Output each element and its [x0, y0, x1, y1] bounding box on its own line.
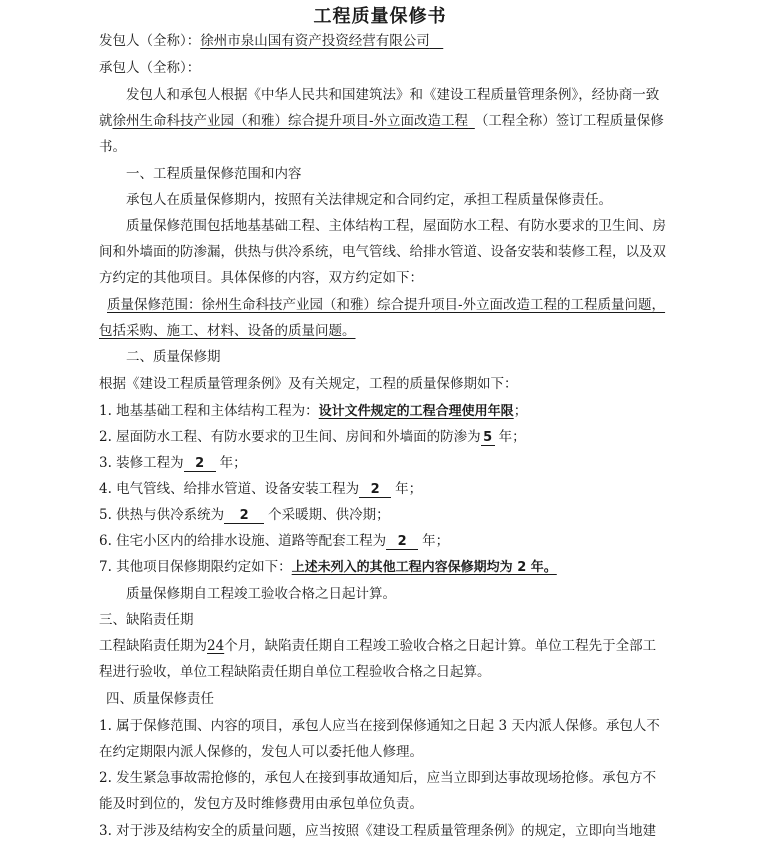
employer-name: 徐州市泉山国有资产投资经营有限公司 — [200, 33, 430, 49]
item-4-unit: 年； — [395, 481, 423, 497]
section4-item-3-line-1: 3. 对于涉及结构安全的质量问题，应当按照《建设工程质量管理条例》的规定，立即向当地建 — [99, 823, 657, 839]
section2-closing: 质量保修期自工程竣工验收合格之日起计算。 — [126, 586, 396, 602]
section3-line-2: 程进行验收，单位工程缺陷责任期自单位工程验收合格之日起算。 — [99, 664, 491, 680]
item-4-label: 4. 电气管线、给排水管道、设备安装工程为 — [99, 481, 360, 497]
section1-paragraph-2-line-1: 质量保修范围包括地基基础工程、主体结构工程，屋面防水工程、有防水要求的卫生间、房 — [126, 218, 666, 234]
item-6-unit: 年； — [422, 533, 450, 549]
item-3-value: 2 — [184, 456, 216, 472]
section1-paragraph-2-line-2: 间和外墙面的防渗漏，供热与供冷系统，电气管线、给排水管道、设备安装和装修工程，以及双 — [99, 244, 666, 260]
item-3-label: 3. 装修工程为 — [99, 455, 184, 471]
item-2-unit: 年； — [498, 429, 526, 445]
intro-line-1: 发包人和承包人根据《中华人民共和国建筑法》和《建设工程质量管理条例》，经协商一致 — [126, 87, 660, 103]
item-5-value: 2 — [224, 508, 264, 524]
section3-line-1 — [99, 637, 656, 655]
section1-paragraph-1: 承包人在质量保修期内，按照有关法律规定和合同约定，承担工程质量保修责任。 — [126, 192, 612, 208]
section4-item-2-line-2: 能及时到位的，发包方及时维修费用由承包单位负责。 — [99, 796, 423, 812]
item-7-value: 上述未列入的其他工程内容保修期均为 2 年。 — [291, 560, 557, 575]
warranty-item-6 — [99, 532, 449, 550]
section3-heading: 三、缺陷责任期 — [99, 612, 194, 628]
section2-intro: 根据《建设工程质量管理条例》及有关规定，工程的质量保修期如下： — [99, 376, 518, 392]
section4-item-2-line-1: 2. 发生紧急事故需抢修的，承包人在接到事故通知后，应当立即到达事故现场抢修。承包方不 — [99, 770, 657, 786]
section4-item-1-line-2: 在约定期限内派人保修的，发包人可以委托他人修理。 — [99, 744, 423, 760]
intro-prefix: 就 — [99, 113, 113, 129]
item-6-label: 6. 住宅小区内的给排水设施、道路等配套工程为 — [99, 533, 387, 549]
item-5-unit: 个采暖期、供冷期； — [268, 507, 390, 523]
item-1-value: 设计文件规定的工程合理使用年限 — [318, 404, 514, 419]
section1-paragraph-2-line-3: 方约定的其他项目。具体保修的内容，双方约定如下： — [99, 270, 423, 286]
section2-heading: 二、质量保修期 — [126, 349, 221, 365]
item-1-end: ； — [513, 403, 528, 419]
employer-label: 发包人（全称）： — [99, 33, 201, 49]
section4-item-1-line-1: 1. 属于保修范围、内容的项目，承包人应当在接到保修通知之日起 3 天内派人保修。承包人不 — [99, 718, 660, 734]
warranty-item-2 — [99, 428, 526, 446]
contractor-line — [99, 59, 200, 77]
intro-suffix: （工程全称）签订工程质量保修 — [474, 113, 664, 129]
warranty-item-3 — [99, 454, 247, 472]
warranty-item-1 — [99, 402, 527, 421]
item-6-value: 2 — [386, 534, 418, 550]
warranty-scope-line-2: 包括采购、施工、材料、设备的质量问题。 — [99, 323, 356, 339]
item-7-label: 7. 其他项目保修期限约定如下： — [99, 559, 292, 575]
project-name: 徐州生命科技产业园（和雅）综合提升项目-外立面改造工程 — [112, 113, 469, 129]
item-2-label: 2. 屋面防水工程、有防水要求的卫生间、房间和外墙面的防渗为 — [99, 429, 481, 445]
contractor-label: 承包人（全称）： — [99, 60, 201, 76]
intro-line-3: 书。 — [99, 139, 126, 155]
item-1-label: 1. 地基基础工程和主体结构工程为： — [99, 403, 319, 419]
section1-heading: 一、工程质量保修范围和内容 — [126, 166, 302, 182]
intro-line-2 — [99, 112, 664, 130]
item-3-unit: 年； — [219, 455, 247, 471]
item-5-label: 5. 供热与供冷系统为 — [99, 507, 225, 523]
defect-period-prefix: 工程缺陷责任期为 — [99, 638, 207, 654]
defect-period-suffix: 个月，缺陷责任期自工程竣工验收合格之日起计算。单位工程先于全部工 — [224, 638, 657, 654]
item-4-value: 2 — [359, 482, 391, 498]
warranty-scope-line-1: 质量保修范围：徐州生命科技产业园（和雅）综合提升项目-外立面改造工程的工程质量问题， — [107, 297, 666, 313]
defect-period-months: 24 — [207, 638, 225, 654]
document-title: 工程质量保修书 — [313, 6, 447, 27]
section4-heading: 四、质量保修责任 — [106, 691, 214, 707]
warranty-item-7 — [99, 558, 557, 577]
warranty-item-4 — [99, 480, 422, 498]
employer-line — [99, 32, 443, 50]
item-2-value: 5 — [481, 430, 495, 446]
warranty-item-5 — [99, 506, 390, 524]
